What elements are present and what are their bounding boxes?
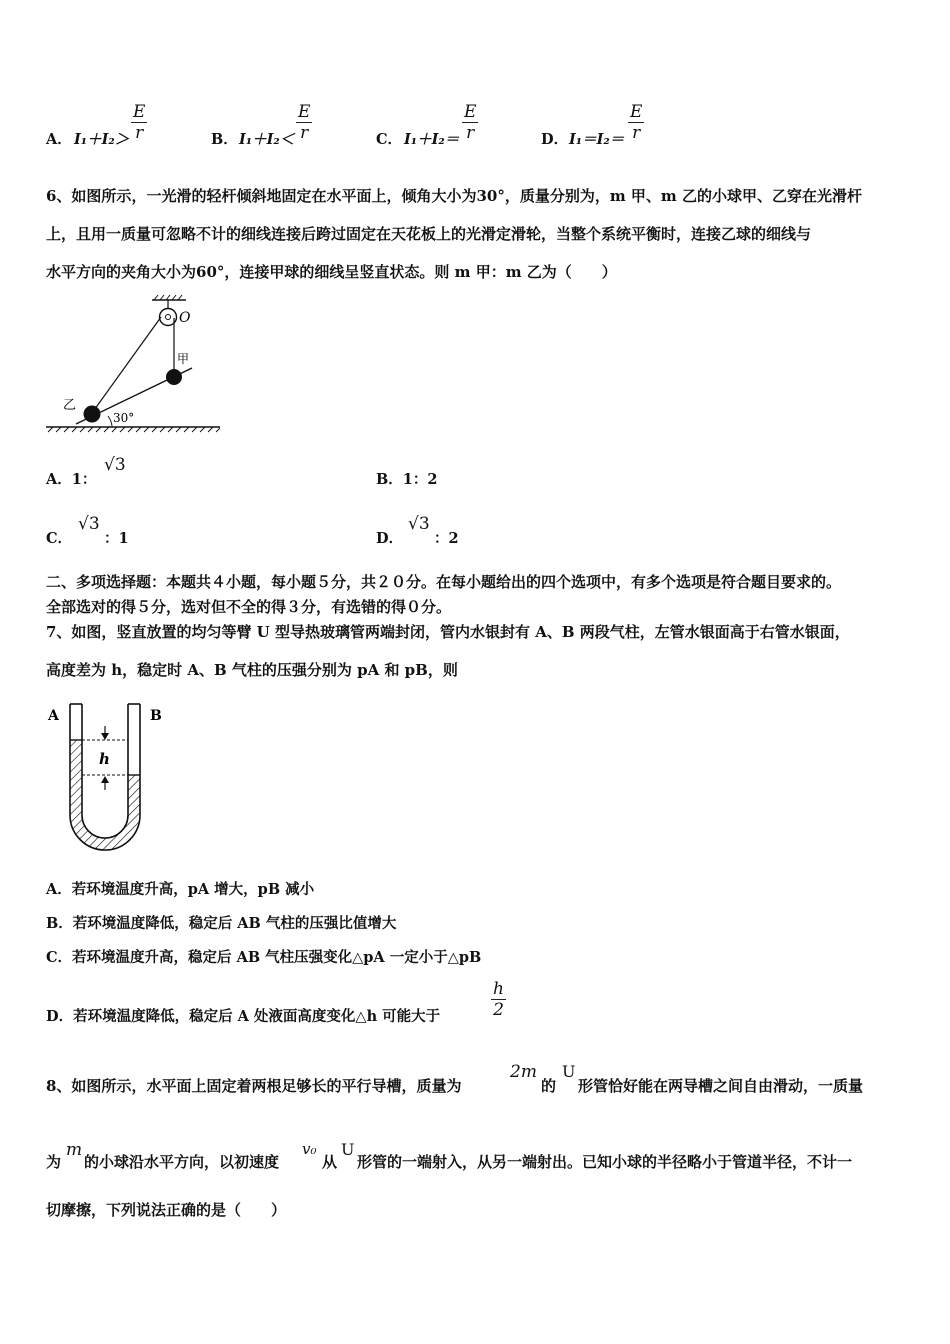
angle-label: 30° bbox=[113, 411, 135, 425]
q5-option-c-fraction bbox=[462, 102, 478, 143]
numerator: E bbox=[133, 102, 146, 122]
q7-stem-line2: 高度差为 h，稳定时 A、B 气柱的压强分别为 pA 和 pB，则 bbox=[46, 661, 458, 679]
q8-stem-line2-c: 从 bbox=[322, 1153, 338, 1171]
numerator: E bbox=[298, 102, 311, 122]
q5-option-a-lhs: I₁＋I₂＞ bbox=[74, 131, 130, 148]
q5-option-d-label: D． bbox=[541, 131, 569, 148]
q7-option-d-fraction bbox=[491, 979, 506, 1020]
q5-option-b-label: B． bbox=[211, 131, 238, 148]
q6-stem-line1: 6、如图所示，一光滑的轻杆倾斜地固定在水平面上，倾角大小为30°，质量分别为，m 甲、m 乙的小球甲、乙穿在光滑杆 bbox=[46, 187, 863, 205]
q8-u-symbol-2: U bbox=[341, 1140, 355, 1159]
q5-option-a-label: A． bbox=[46, 131, 72, 148]
q6-option-d: D． bbox=[376, 530, 404, 547]
q8-stem-line2-a: 为 bbox=[46, 1153, 62, 1171]
q8-mass-2m: 2m bbox=[510, 1062, 537, 1082]
tube-label-a: A bbox=[48, 708, 59, 724]
q5-option-b-lhs: I₁＋I₂＜ bbox=[239, 131, 295, 148]
q6-option-a: A．1： bbox=[46, 471, 97, 488]
q8-mass-m: m bbox=[66, 1140, 83, 1160]
pulley-label-o: O bbox=[179, 310, 191, 326]
q6-stem-line3: 水平方向的夹角大小为60°，连接甲球的细线呈竖直状态。则 m 甲：m 乙为（ ） bbox=[46, 263, 617, 281]
ball-yi bbox=[84, 406, 101, 423]
section2-heading-line2: 全部选对的得５分，选对但不全的得３分，有选错的得０分。 bbox=[46, 598, 452, 616]
denominator: r bbox=[135, 123, 144, 143]
q6-figure bbox=[40, 296, 230, 436]
q7-option-b: B．若环境温度降低，稳定后 AB 气柱的压强比值增大 bbox=[46, 915, 397, 932]
q7-figure bbox=[40, 700, 180, 870]
numerator: E bbox=[630, 102, 643, 122]
tube-label-b: B bbox=[150, 708, 162, 724]
q7-option-c: C．若环境温度升高，稳定后 AB 气柱压强变化△pA 一定小于△pB bbox=[46, 949, 482, 966]
q5-option-a-fraction bbox=[131, 102, 147, 143]
q6-option-d-root: √3 bbox=[408, 514, 430, 534]
q8-stem-line1-a: 8、如图所示，水平面上固定着两根足够长的平行导槽，质量为 bbox=[46, 1077, 462, 1095]
denominator: r bbox=[632, 123, 641, 143]
q8-velocity-v0: v₀ bbox=[302, 1140, 317, 1158]
q6-option-b: B．1：2 bbox=[376, 471, 438, 488]
q5-option-b-fraction bbox=[296, 102, 312, 143]
q8-stem-line2-b: 的小球沿水平方向，以初速度 bbox=[84, 1153, 280, 1171]
ball-jia bbox=[166, 369, 182, 385]
q6-option-c-root: √3 bbox=[78, 514, 100, 534]
q6-option-d-tail: ：2 bbox=[434, 530, 459, 547]
q5-option-d-fraction bbox=[628, 102, 644, 143]
q5-option-d-lhs: I₁＝I₂＝ bbox=[569, 131, 625, 148]
q6-stem-line2: 上，且用一质量可忽略不计的细线连接后跨过固定在天花板上的光滑定滑轮，当整个系统平衡时，连接乙球的细线与 bbox=[46, 225, 812, 243]
denominator: 2 bbox=[493, 1000, 504, 1020]
q8-stem-line3: 切摩擦，下列说法正确的是（ ） bbox=[46, 1201, 287, 1219]
q8-stem-line1-c: 形管恰好能在两导槽之间自由滑动，一质量 bbox=[578, 1077, 864, 1095]
q5-option-c-lhs: I₁＋I₂＝ bbox=[404, 131, 460, 148]
q8-stem-line2-d: 形管的一端射入，从另一端射出。已知小球的半径略小于管道半径，不计一 bbox=[357, 1153, 853, 1171]
numerator: h bbox=[493, 979, 504, 999]
ball-jia-label: 甲 bbox=[177, 352, 190, 366]
q7-option-d: D．若环境温度降低，稳定后 A 处液面高度变化△h 可能大于 bbox=[46, 1008, 441, 1025]
height-label-h: h bbox=[99, 750, 110, 768]
section2-heading-line1: 二、多项选择题：本题共４小题，每小题５分，共２０分。在每小题给出的四个选项中，有多个选项是符合题目要求的。 bbox=[46, 573, 842, 591]
q7-stem-line1: 7、如图，竖直放置的均匀等臂 U 型导热玻璃管两端封闭，管内水银封有 A、B 两段气柱，左管水银面高于右管水银面， bbox=[46, 623, 850, 641]
q8-stem-line1-b: 的 bbox=[541, 1077, 557, 1095]
q7-option-a: A．若环境温度升高，pA 增大，pB 减小 bbox=[46, 881, 315, 898]
denominator: r bbox=[466, 123, 475, 143]
q6-option-a-root: √3 bbox=[104, 455, 126, 475]
denominator: r bbox=[300, 123, 309, 143]
q6-option-c-tail: ：1 bbox=[104, 530, 129, 547]
q6-option-c: C． bbox=[46, 530, 73, 547]
numerator: E bbox=[464, 102, 477, 122]
q8-u-symbol: U bbox=[562, 1062, 576, 1081]
q5-option-c-label: C． bbox=[376, 131, 403, 148]
ball-yi-label: 乙 bbox=[63, 398, 77, 413]
